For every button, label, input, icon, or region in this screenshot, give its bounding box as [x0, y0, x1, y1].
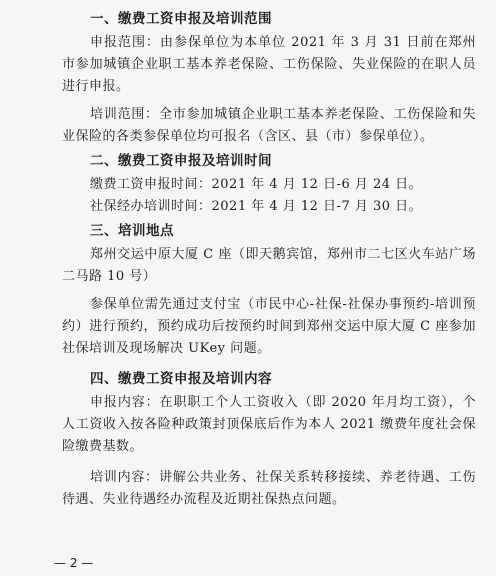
page-number: — 2 —	[54, 556, 94, 570]
paragraph-location-address: 郑州交运中原大厦 C 座（即天鹅宾馆，郑州市二七区火车站广场二马路 10 号）	[62, 247, 476, 284]
section-heading-time: 二、缴费工资申报及培训时间	[90, 153, 272, 169]
section-heading-content: 四、缴费工资申报及培训内容	[90, 371, 272, 387]
paragraph-declaration-content: 申报内容：在职职工个人工资收入（即 2020 年月均工资），个人工资收入按各险种政策封顶保底后作为本人 2021 缴费年度社会保险缴费基数。	[62, 395, 476, 454]
paragraph-declaration-scope: 申报范围：由参保单位为本单位 2021 年 3 月 31 日前在郑州市参加城镇企业职工基本养老保险、工伤保险、失业保险的在职人员进行申报。	[62, 35, 476, 94]
paragraph-reservation-note: 参保单位需先通过支付宝（市民中心-社保-社保办事预约-培训预约）进行预约，预约成功后按预约时间到郑州交运中原大厦 C 座参加社保培训及现场解决 UKey 问题。	[62, 297, 476, 356]
paragraph-training-scope: 培训范围：全市参加城镇企业职工基本养老保险、工伤保险和失业保险的各类参保单位均可报名（含区、县（市）参保单位）。	[62, 107, 476, 144]
section-heading-location: 三、培训地点	[90, 223, 174, 239]
line-training-time: 社保经办培训时间：2021 年 4 月 12 日-7 月 30 日。	[90, 199, 423, 214]
paragraph-training-content: 培训内容：讲解公共业务、社保关系转移接续、养老待遇、工伤待遇、失业待遇经办流程及近期社保热点问题。	[62, 470, 476, 507]
line-declaration-time: 缴费工资申报时间：2021 年 4 月 12 日-6 月 24 日。	[90, 177, 423, 192]
section-heading-scope: 一、缴费工资申报及培训范围	[90, 11, 272, 27]
